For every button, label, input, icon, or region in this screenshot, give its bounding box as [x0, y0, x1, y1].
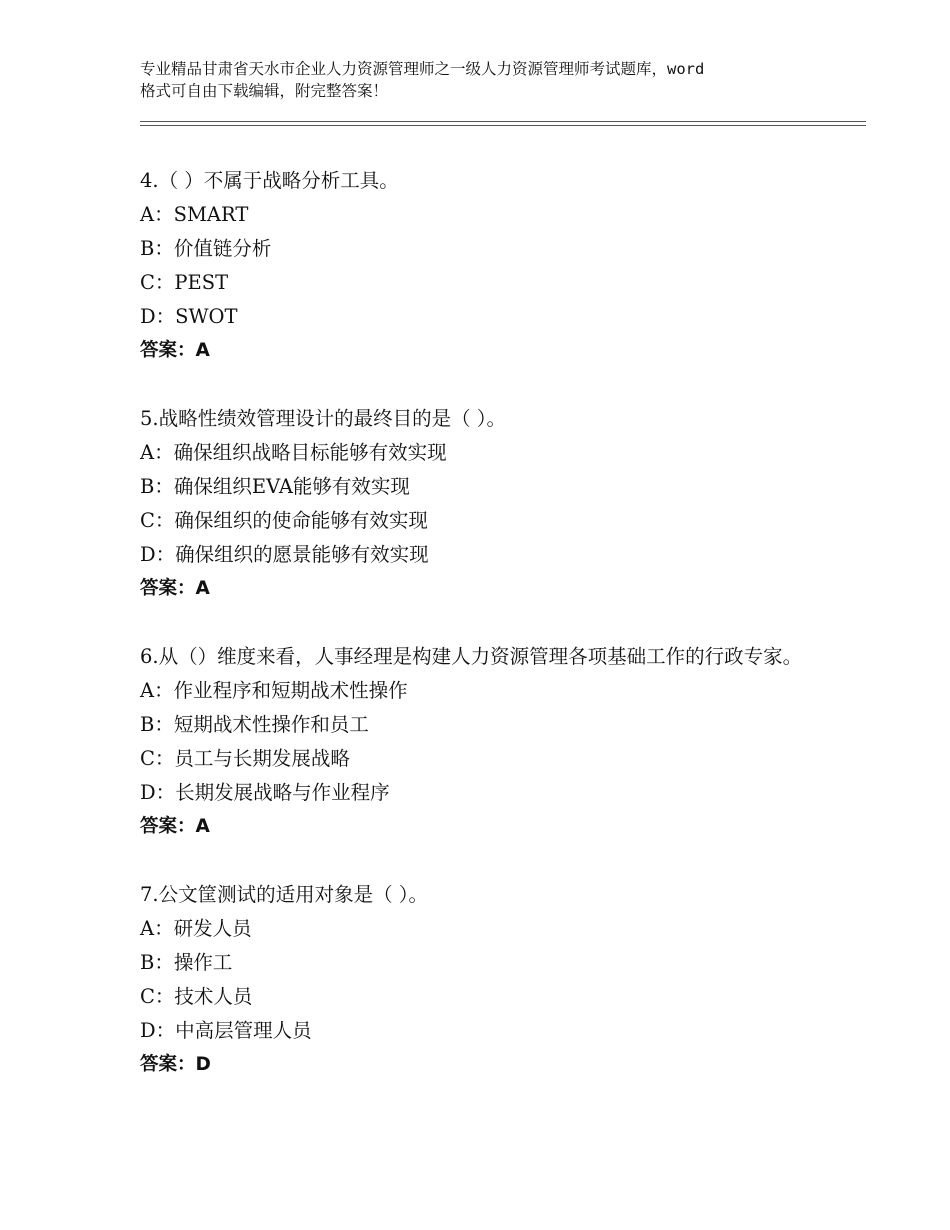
option-a: A：确保组织战略目标能够有效实现: [140, 441, 447, 464]
option-d: D：长期发展战略与作业程序: [140, 781, 390, 804]
question-stem: 7.公文筐测试的适用对象是（ ）。: [140, 883, 429, 906]
option-d: D：确保组织的愿景能够有效实现: [140, 543, 429, 566]
answer: 答案：A: [140, 578, 210, 599]
question-stem: 5.战略性绩效管理设计的最终目的是（ ）。: [140, 407, 507, 430]
header-divider: [140, 121, 866, 126]
option-d: D：SWOT: [140, 305, 238, 328]
answer: 答案：A: [140, 816, 210, 837]
option-d: D：中高层管理人员: [140, 1019, 312, 1042]
option-b: B：操作工: [140, 951, 233, 974]
header-line-2: 格式可自由下载编辑，附完整答案！: [140, 82, 389, 100]
question-stem: 6.从（）维度来看，人事经理是构建人力资源管理各项基础工作的行政专家。: [140, 645, 803, 668]
option-c: C：技术人员: [140, 985, 253, 1008]
option-c: C：员工与长期发展战略: [140, 747, 350, 770]
header-line-1: 专业精品甘肃省天水市企业人力资源管理师之一级人力资源管理师考试题库，word: [140, 60, 705, 78]
option-a: A：研发人员: [140, 917, 252, 940]
option-a: A：作业程序和短期战术性操作: [140, 679, 408, 702]
question-stem: 4.（ ）不属于战略分析工具。: [140, 169, 399, 192]
answer: 答案：A: [140, 340, 210, 361]
question-list: [140, 164, 820, 1116]
question-4: [140, 164, 820, 368]
option-c: C：PEST: [140, 271, 229, 294]
option-b: B：短期战术性操作和员工: [140, 713, 369, 736]
question-7: [140, 878, 820, 1082]
document-header: [140, 58, 840, 102]
option-b: B：确保组织EVA能够有效实现: [140, 475, 410, 498]
answer: 答案：D: [140, 1054, 211, 1075]
option-c: C：确保组织的使命能够有效实现: [140, 509, 428, 532]
option-a: A：SMART: [140, 203, 249, 226]
question-6: [140, 640, 820, 844]
question-5: [140, 402, 820, 606]
option-b: B：价值链分析: [140, 237, 272, 260]
